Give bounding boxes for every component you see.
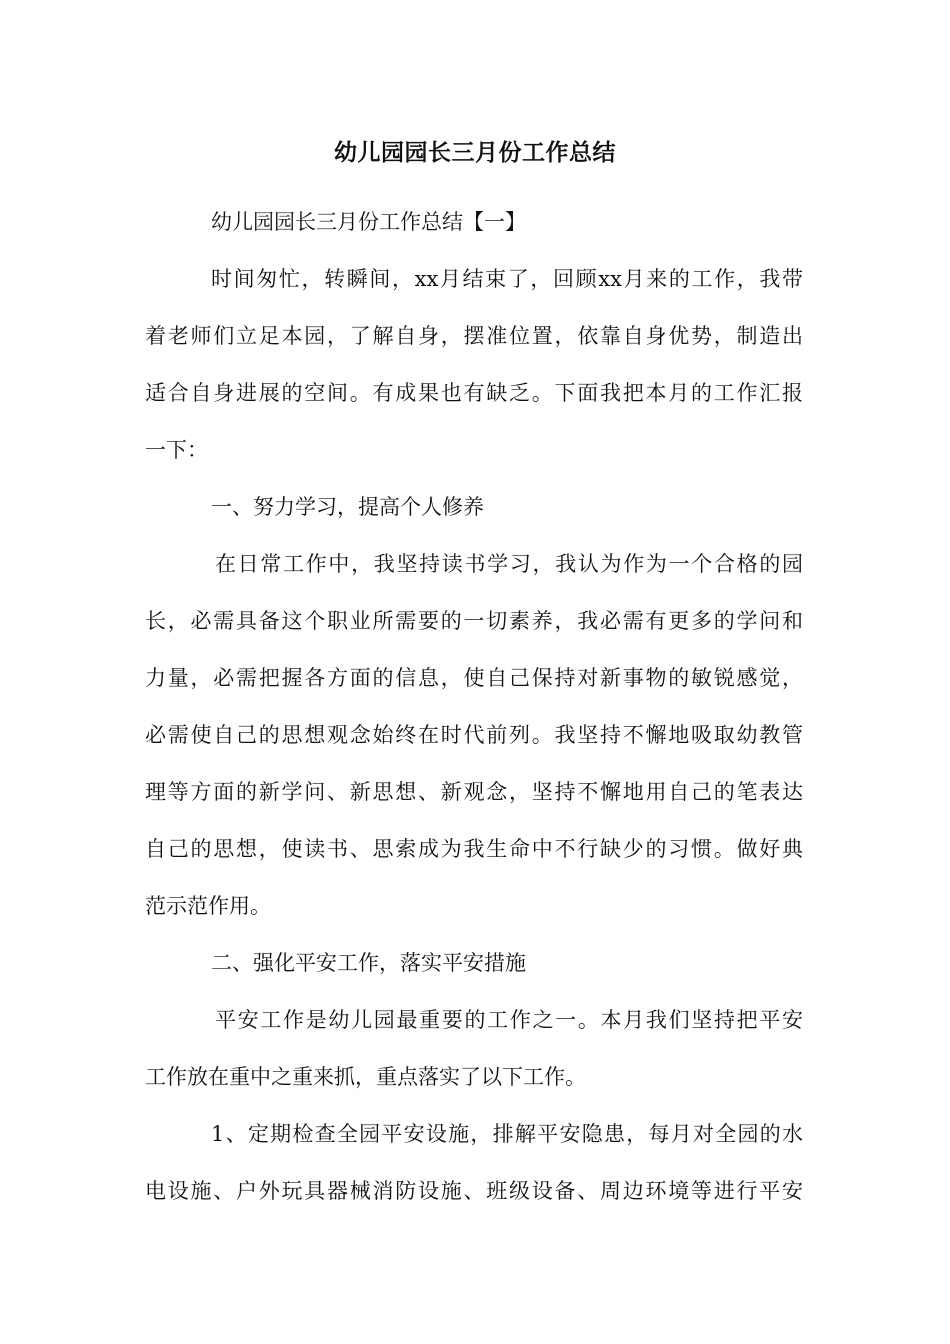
document-title: 幼儿园园长三月份工作总结 bbox=[334, 139, 616, 166]
section-heading-3: 二、强化平安工作，落实平安措施 bbox=[211, 951, 526, 975]
paragraph-line: 1、定期检查全园平安设施，排解平安隐患，每月对全园的水 bbox=[211, 1122, 803, 1146]
paragraph-line: 时间匆忙，转瞬间，xx月结束了，回顾xx月来的工作，我带 bbox=[211, 267, 803, 291]
section-heading-1: 幼儿园园长三月份工作总结【一】 bbox=[211, 210, 526, 234]
paragraph-line: 着老师们立足本园，了解自身，摆准位置，依靠自身优势，制造出 bbox=[145, 324, 803, 348]
paragraph-line: 自己的思想，使读书、思索成为我生命中不行缺少的习惯。做好典 bbox=[145, 837, 803, 861]
section-heading-2: 一、努力学习，提高个人修养 bbox=[211, 495, 484, 519]
paragraph-line: 工作放在重中之重来抓，重点落实了以下工作。 bbox=[145, 1065, 586, 1089]
paragraph-line: 力量，必需把握各方面的信息，使自己保持对新事物的敏锐感觉， bbox=[145, 666, 803, 690]
paragraph-line: 电设施、户外玩具器械消防设施、班级设备、周边环境等进行平安 bbox=[145, 1179, 803, 1203]
paragraph-line: 必需使自己的思想观念始终在时代前列。我坚持不懈地吸取幼教管 bbox=[145, 723, 803, 747]
paragraph-line: 一下： bbox=[145, 438, 208, 462]
paragraph-line: 长，必需具备这个职业所需要的一切素养，我必需有更多的学问和 bbox=[145, 609, 803, 633]
paragraph-line: 平安工作是幼儿园最重要的工作之一。本月我们坚持把平安 bbox=[215, 1008, 803, 1032]
paragraph-line: 范示范作用。 bbox=[145, 894, 271, 918]
paragraph-line: 理等方面的新学问、新思想、新观念，坚持不懈地用自己的笔表达 bbox=[145, 780, 803, 804]
paragraph-line: 适合自身进展的空间。有成果也有缺乏。下面我把本月的工作汇报 bbox=[145, 381, 803, 405]
paragraph-line: 在日常工作中，我坚持读书学习，我认为作为一个合格的园 bbox=[215, 552, 803, 576]
